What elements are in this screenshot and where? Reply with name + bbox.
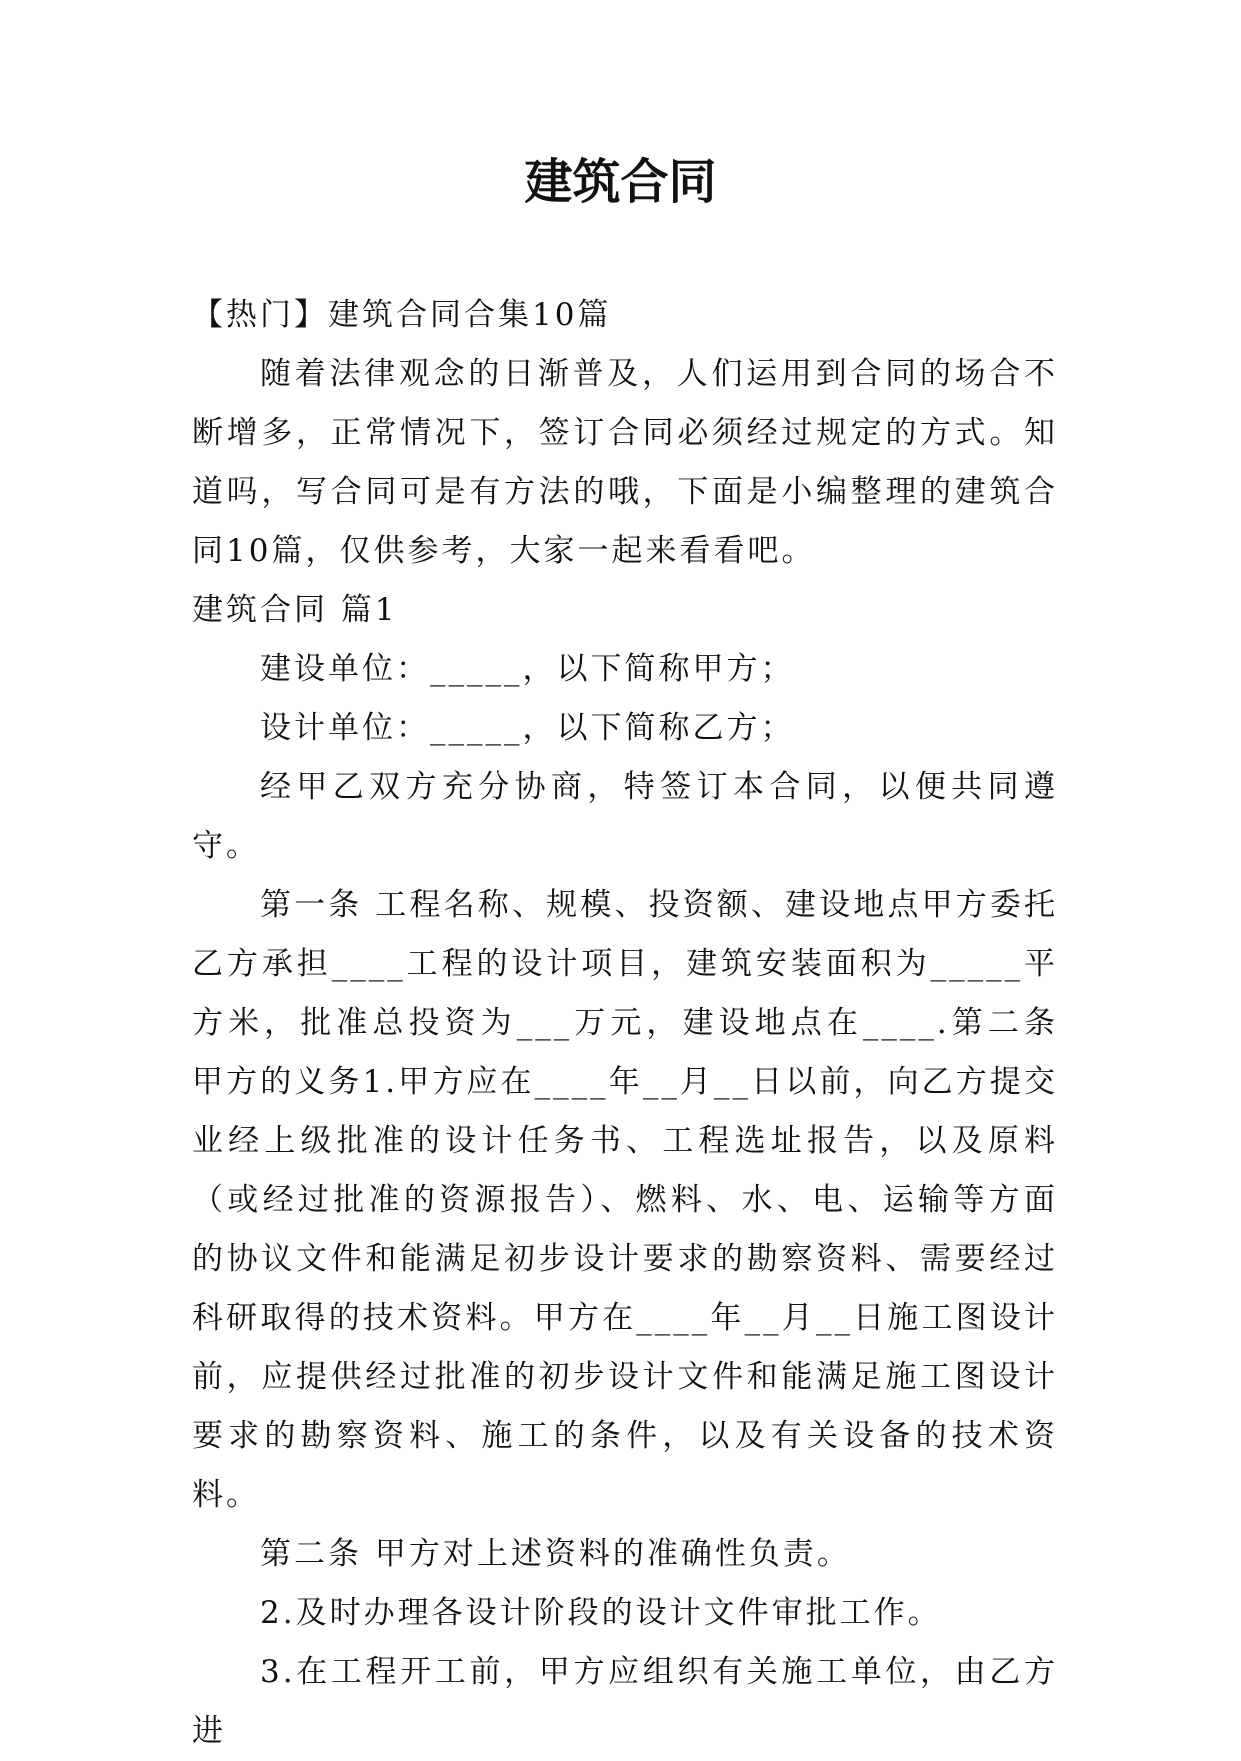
- paragraph: 第二条 甲方对上述资料的准确性负责。: [260, 1536, 851, 1572]
- paragraph: 经甲乙双方充分协商，特签订本合同，以便共同遵守。: [192, 769, 1058, 864]
- paragraph: 2.及时办理各设计阶段的设计文件审批工作。: [260, 1595, 942, 1631]
- paragraph: 随着法律观念的日渐普及，人们运用到合同的场合不断增多，正常情况下，签订合同必须经过规定的方式。知道吗，写合同可是有方法的哦，下面是小编整理的建筑合同10篇，仅供参考，大家一起来看看吧。: [192, 356, 1058, 569]
- paragraph: 3.在工程开工前，甲方应组织有关施工单位，由乙方进: [192, 1654, 1058, 1749]
- document-title: 建筑合同: [524, 154, 717, 210]
- paragraph: 设计单位：_____，以下简称乙方；: [260, 710, 795, 746]
- paragraph: 建筑合同 篇1: [192, 592, 398, 628]
- document-body: [192, 286, 1058, 1761]
- paragraph: 第一条 工程名称、规模、投资额、建设地点甲方委托乙方承担____工程的设计项目，建筑安装面积为_____平方米，批准总投资为___万元，建设地点在____.第二条 甲方的义务1.甲方应在____年__月__日以前，向乙方提交业经上级批准的设计任务书、工程选址报告，以及原料（或经过批准的资源报告）、燃料、水、电、运输等方面的协议文件和能满足初步设计要求的勘察资料、需要经过科研取得的技术资料。甲方在____年__月__日施工图设计前，应提供经过批准的初步设计文件和能满足施工图设计要求的勘察资料、施工的条件，以及有关设备的技术资料。: [192, 887, 1058, 1513]
- paragraph: 建设单位：_____，以下简称甲方；: [260, 651, 795, 687]
- paragraph: 【热门】建筑合同合集10篇: [192, 297, 612, 333]
